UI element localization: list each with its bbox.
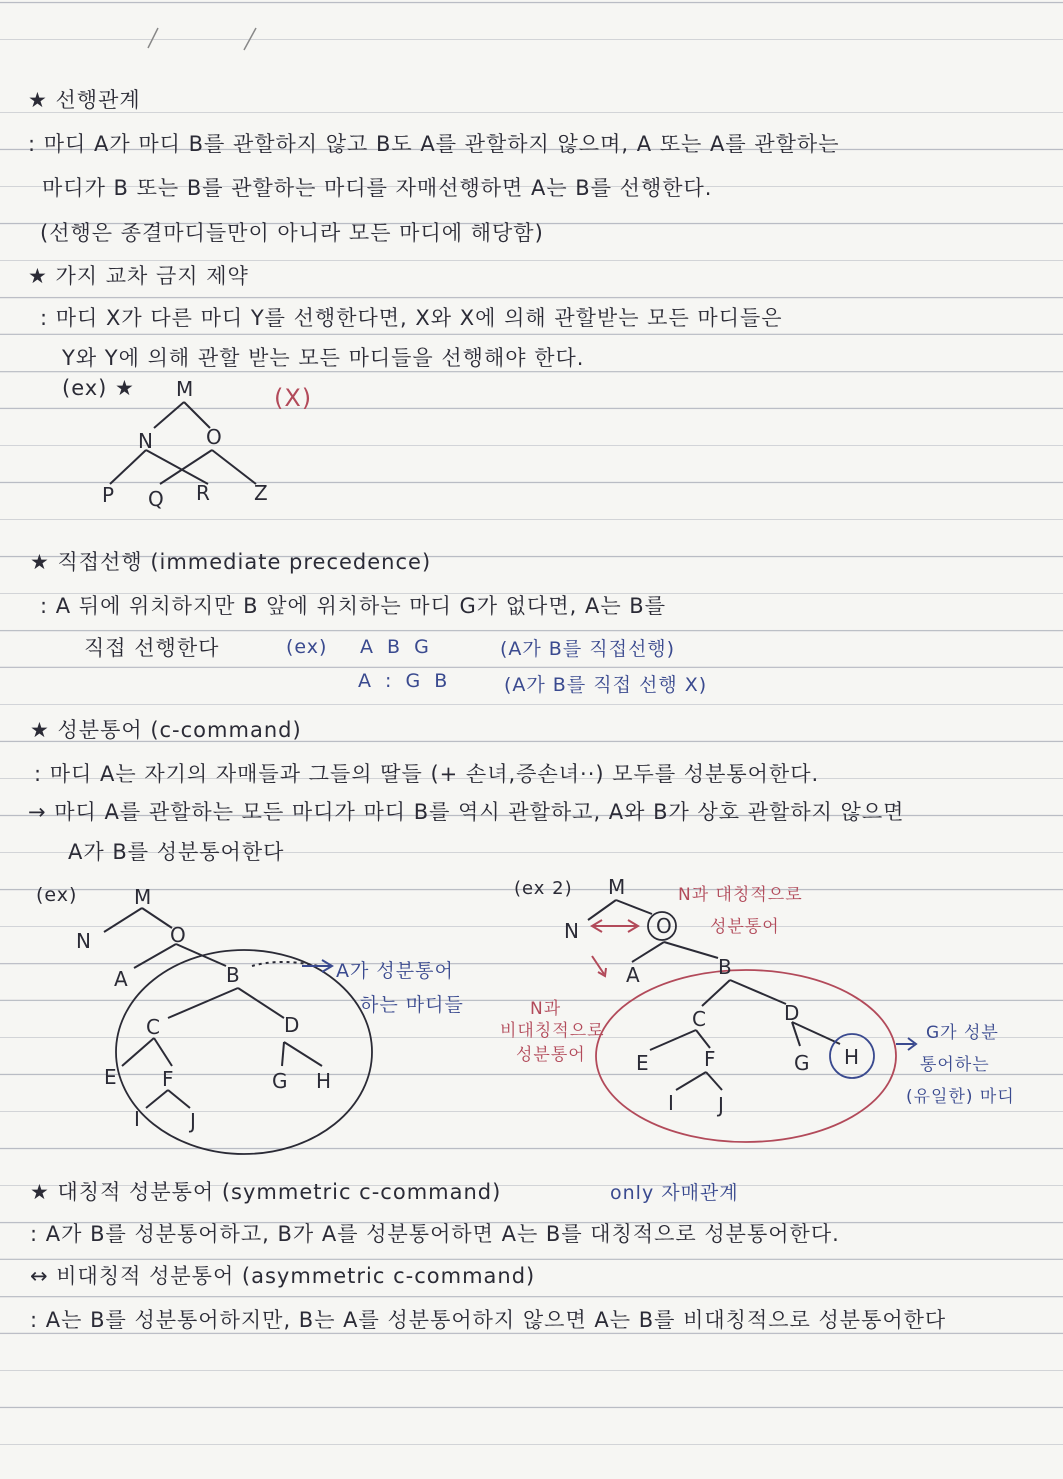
double-arrow-icon [592,920,638,932]
immediate-ex1-note: (A가 B를 직접선행) [500,638,676,660]
tree-node: C [692,1007,706,1031]
arrow-icon [592,956,606,976]
ex2-symmetric-note-2: 성분통어 [710,917,780,937]
tree-node: G [272,1069,288,1093]
symmetric-line-1: : A가 B를 성분통어하고, B가 A를 성분통어하면 A는 B를 대칭적으로 성분통어한다. [30,1222,840,1246]
c-command-ex1-note-2: 하는 마디들 [360,994,464,1016]
tree-node: R [196,481,210,505]
heading-immediate-precedence: ★ 직접선행 (immediate precedence) [30,550,432,574]
precedence-line-3: (선행은 종결마디들만이 아니라 모든 마디에 해당함) [40,221,544,245]
c-command-line-2: → 마디 A를 관할하는 모든 마디가 마디 B를 역시 관할하고, A와 B가 상호 관할하지 않으면 [28,800,905,824]
ex2-h-note-1: G가 성분 [926,1023,999,1043]
c-command-line-3: A가 B를 성분통어한다 [68,840,285,864]
tree-node: J [190,1109,196,1133]
tree-node: M [608,875,626,899]
no-crossing-line-2: Y와 Y에 의해 관할 받는 모든 마디들을 선행해야 한다. [62,346,585,370]
tree-node: I [668,1091,674,1115]
tree-node: P [102,483,115,507]
tree-node: A [626,963,640,987]
tree-node: H [844,1045,860,1069]
tree-node: O [206,425,222,449]
heading-c-command: ★ 성분통어 (c-command) [30,718,302,742]
tree-node: D [284,1013,300,1037]
no-crossing-line-1: : 마디 X가 다른 마디 Y를 선행한다면, X와 X에 의해 관할받는 모든 마디들은 [40,306,783,330]
tree-node: O [656,914,672,938]
ex2-symmetric-note-1: N과 대칭적으로 [678,885,803,905]
tree-node: J [718,1093,724,1117]
tree-node: E [104,1065,117,1089]
c-command-line-1: : 마디 A는 자기의 자매들과 그들의 딸들 (+ 손녀,증손녀··) 모두를 성분통어한다. [34,762,820,786]
c-command-ex1-note-1: A가 성분통어 [336,960,454,982]
tree-node: F [162,1067,174,1091]
precedence-line-2: 마디가 B 또는 B를 관할하는 마디를 자매선행하면 A는 B를 선행한다. [42,176,713,200]
heading-precedence: ★ 선행관계 [28,88,141,112]
immediate-ex2-note: (A가 B를 직접 선행 X) [504,674,708,696]
tree-node: Q [148,487,164,511]
precedence-line-1: : 마디 A가 마디 B를 관할하지 않고 B도 A를 관할하지 않으며, A 또는 A를 관할하는 [28,132,840,156]
arrow-icon [896,1038,916,1050]
c-command-ex2-label: (ex 2) [514,878,573,899]
tree-node: G [794,1051,810,1075]
tree-node: C [146,1015,160,1039]
heading-symmetric-c-command: ★ 대칭적 성분통어 (symmetric c-command) [30,1180,502,1204]
c-command-ex1-label: (ex) [36,884,78,906]
tree-node: O [170,923,186,947]
immediate-line-1: : A 뒤에 위치하지만 B 앞에 위치하는 마디 G가 없다면, A는 B를 [40,594,667,618]
no-crossing-x-mark: (X) [274,384,313,412]
ex2-h-note-2: 통어하는 [920,1055,990,1075]
ex2-asymmetric-note-3: 성분통어 [516,1045,586,1065]
tree-node: Z [254,481,268,505]
tree-node: N [564,919,579,943]
tree-node: B [718,955,732,979]
tree-node: M [176,377,194,401]
immediate-ex-label: (ex) [286,636,328,658]
tree-node: B [226,963,240,987]
tree-node: D [784,1001,800,1025]
tree-node: E [636,1051,649,1075]
no-crossing-example-label: (ex) ★ [62,376,135,400]
immediate-line-2: 직접 선행한다 [84,636,220,660]
ex2-asymmetric-note-2: 비대칭적으로 [500,1021,605,1041]
tree-node: H [316,1069,332,1093]
ex2-asymmetric-note-1: N과 [530,999,562,1019]
symmetric-heading-note: only 자매관계 [610,1182,739,1204]
tree-node: N [76,929,91,953]
heading-asymmetric-c-command: ↔ 비대칭적 성분통어 (asymmetric c-command) [30,1264,536,1288]
tree-node: F [704,1047,716,1071]
immediate-ex1-sequence: A B G [360,636,430,658]
tree-node: N [138,429,153,453]
ex2-h-note-3: (유일한) 마디 [906,1087,1015,1107]
tree-node: A [114,967,128,991]
asymmetric-line-1: : A는 B를 성분통어하지만, B는 A를 성분통어하지 않으면 A는 B를 비대칭적으로 성분통어한다 [30,1308,947,1332]
tree-node: I [134,1107,140,1131]
heading-no-crossing: ★ 가지 교차 금지 제약 [28,264,249,288]
tree-node: M [134,885,152,909]
immediate-ex2-sequence: A : G B [358,670,449,692]
